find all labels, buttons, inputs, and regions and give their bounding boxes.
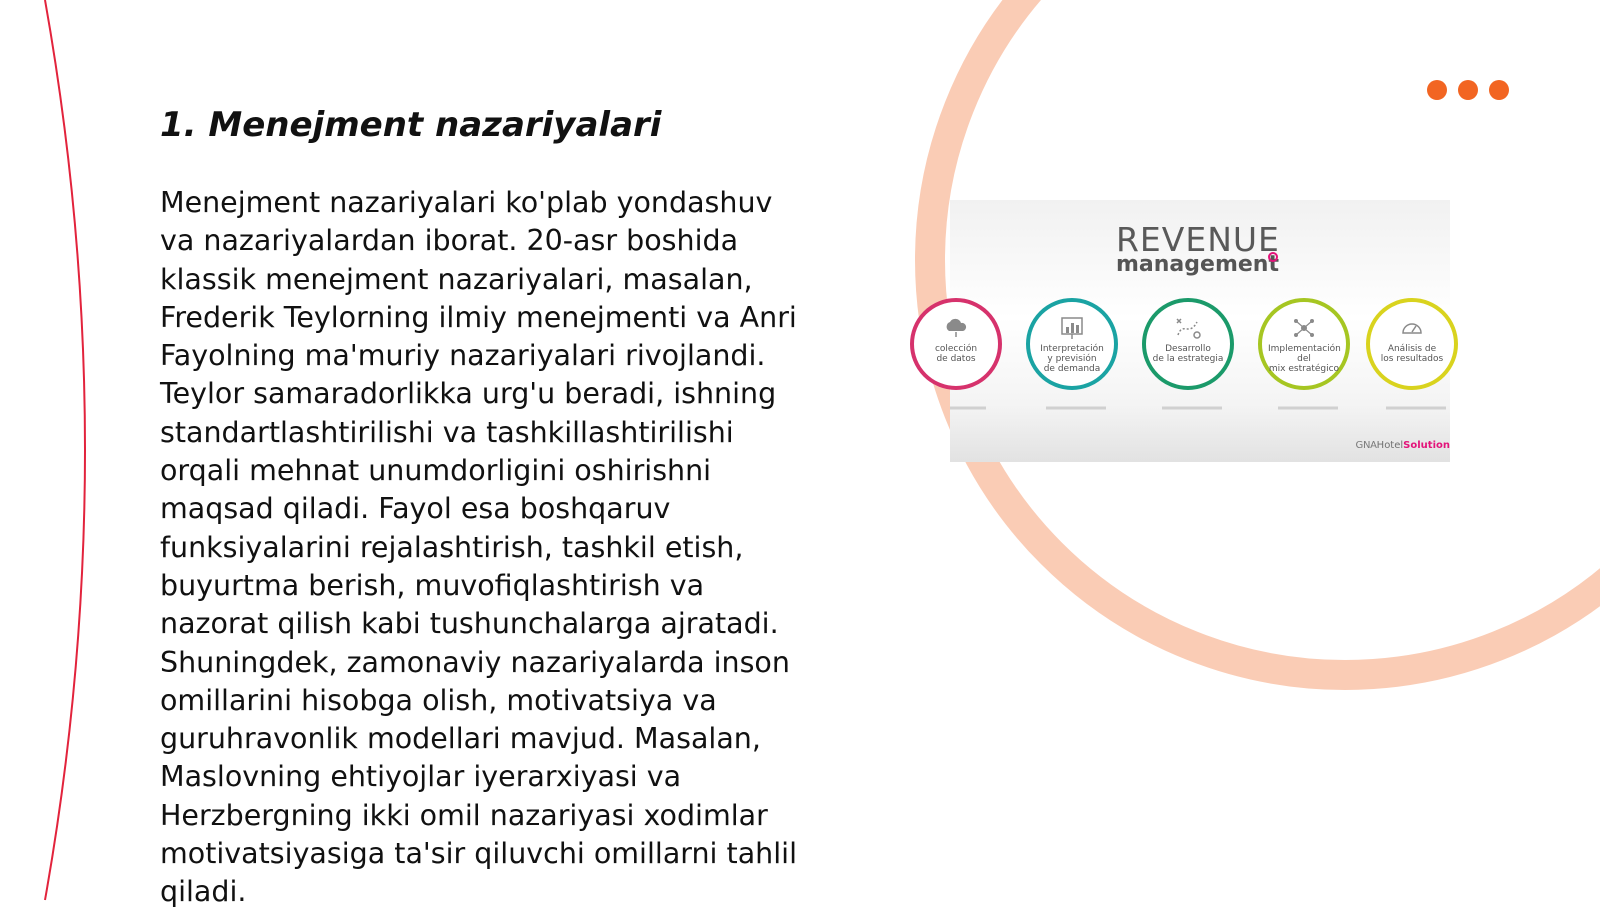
dot-icon <box>1427 80 1447 100</box>
revenue-subtitle: management <box>1116 252 1279 277</box>
step-label: Análisis de los resultados <box>1380 344 1444 364</box>
step-data-collection <box>910 298 1002 390</box>
strategy-icon <box>1146 317 1230 339</box>
cloud-icon <box>914 317 998 339</box>
step-strategy-development <box>1142 298 1234 390</box>
slide-paragraph: Menejment nazariyalari ko'plab yondashuv va nazariyalardan iborat. 20-asr boshida klassik menejment nazariyalari, masalan, Frederik Teylorning ilmiy menejmenti va Anri Fayolning ma'muriy nazariyalari rivojlandi. Teylor samaradorlikka urg'u beradi, ishning standartlashtirilishi va tashkillashtirilishi orqali mehnat unumdorligini oshirishni maqsad qiladi. Fayol esa boshqaruv funksiyalarini rejalashtirish, tashkil etish, buyurtma berish, muvofiqlashtirish va nazorat qilish kabi tushunchalarga ajratadi. Shuningdek, zamonaviy nazariyalarda inson omillarini hisobga olish, motivatsiya va guruhravonlik modellari mavjud. Masalan, Maslovning ehtiyojlar iyerarxiyasi va Herzbergning ikki omil nazariyasi xodimlar motivatsiyasiga ta'sir qiluvchi omillarni tahlil qiladi. <box>160 186 797 909</box>
brand-logo: GNAHotelSolution <box>1355 440 1450 451</box>
step-strategic-mix <box>1258 298 1350 390</box>
left-red-arc <box>45 0 85 900</box>
step-label: Desarrollo de la estrategia <box>1152 344 1224 364</box>
step-label: colección de datos <box>934 344 978 364</box>
step-label: Implementación del mix estratégico <box>1268 344 1341 374</box>
step-demand-forecast <box>1026 298 1118 390</box>
degree-mark-icon <box>1268 252 1278 262</box>
revenue-management-image <box>934 200 1450 462</box>
network-icon <box>1262 317 1346 339</box>
decorative-dots <box>1427 80 1511 100</box>
slide-title: 1. Menejment nazariyalari <box>160 105 662 145</box>
step-label: Interpretación y previsión de demanda <box>1040 344 1104 374</box>
revenue-title: REVENUE <box>1116 220 1280 259</box>
step-results-analysis <box>1366 298 1458 390</box>
dot-icon <box>1489 80 1509 100</box>
dot-icon <box>1458 80 1478 100</box>
bar-chart-icon <box>1030 317 1114 339</box>
gauge-icon <box>1370 317 1454 339</box>
